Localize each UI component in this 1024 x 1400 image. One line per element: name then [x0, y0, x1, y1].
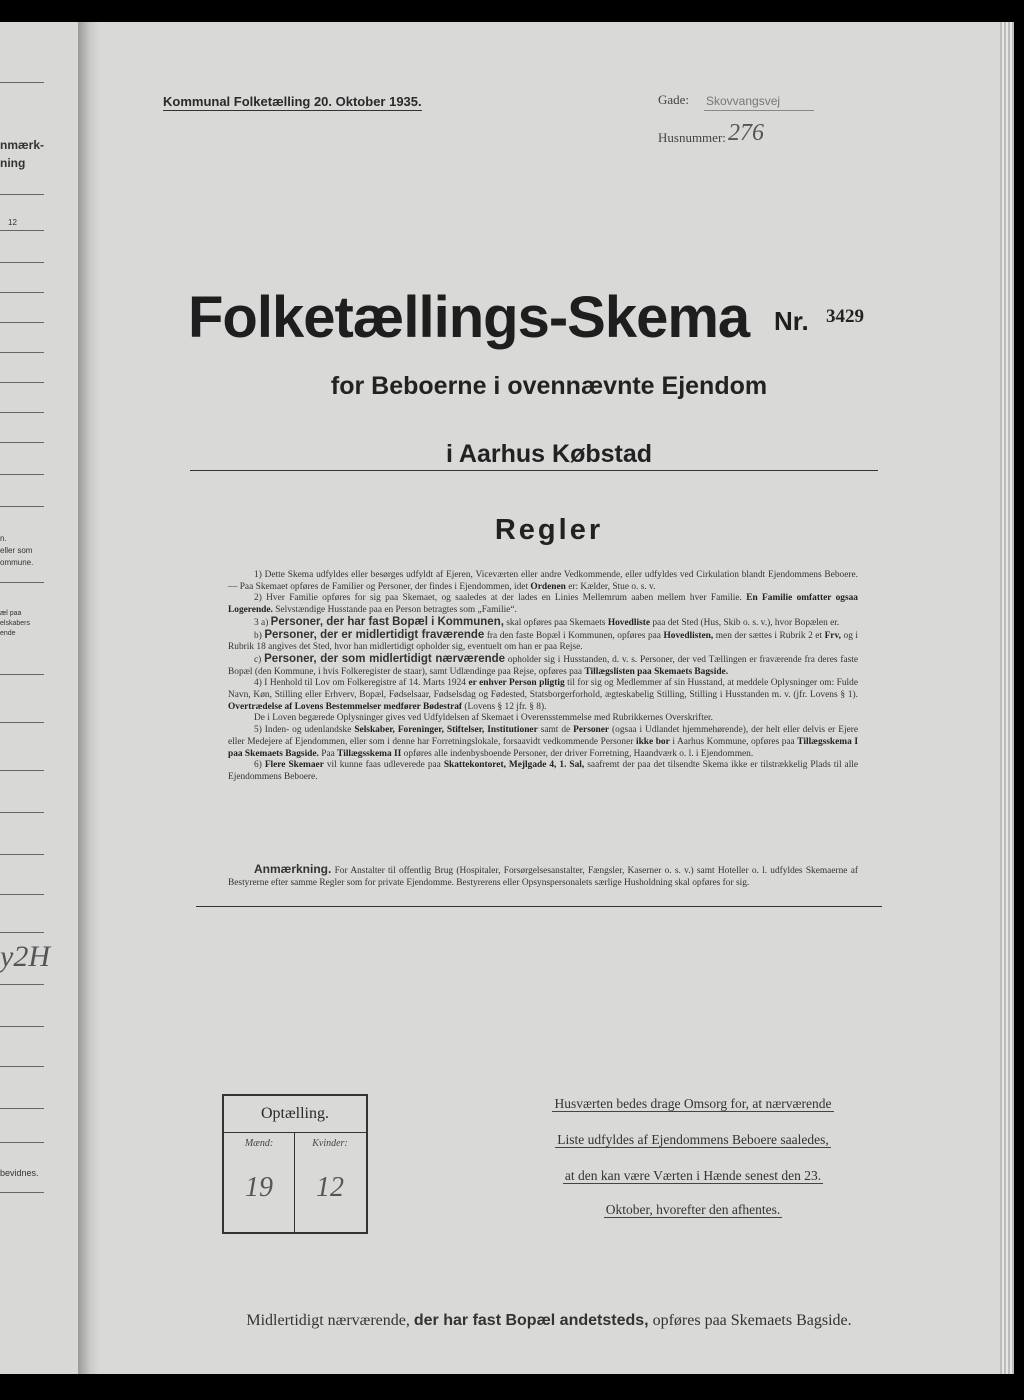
- margin-line: [0, 770, 44, 771]
- rule-3c: c) Personer, der som midlertidigt nærværende opholder sig i Husstanden, d. v. s. Personer, der ved Tællingen er fraværende fra deres faste Bopæl (den Kommune, i hvis Folkeregister de staar), samt Udlændinge paa Rejse, opføres paa Tillægslisten paa Skemaets Bagside.: [228, 652, 859, 677]
- margin-line: [0, 1142, 44, 1143]
- margin-line: [0, 722, 44, 723]
- annotation-label: Anmærkning.: [254, 862, 332, 876]
- house-number-label: Husnummer:: [658, 130, 726, 145]
- margin-fragment: ning: [0, 156, 26, 170]
- margin-line: [0, 1066, 44, 1067]
- rule-1: 1) Dette Skema udfyldes eller besørges udfyldt af Ejeren, Viceværten eller andre Vedkommende, eller udfyldes ved Cirkulation blandt Ejendommens Beboere. — Paa Skemaet opføres de Familier og Personer, der findes i Ejendommen, idet Ordenen er: Kælder, Stue o. s. v.: [228, 570, 858, 592]
- margin-line: [0, 262, 44, 263]
- margin-fragment: eller som: [0, 546, 33, 555]
- margin-line: [0, 230, 44, 231]
- notice-line-2: Liste udfyldes af Ejendommens Beboere saaledes,: [557, 1132, 829, 1147]
- margin-line: [0, 352, 44, 353]
- street-value: Skovvangsvej: [706, 94, 781, 108]
- margin-line: [0, 582, 44, 583]
- margin-line: [0, 1192, 44, 1193]
- margin-line: [0, 932, 44, 933]
- rule-2: 2) Hver Familie opføres for sig paa Skemaet, og saaledes at der lades en Linies Mellemrum aaben mellem hver Familie. En Familie omfatter ogsaa Logerende. Selvstændige Husstande paa en Person betragtes som „Familie“.: [228, 593, 858, 616]
- margin-handwriting: y2H: [0, 940, 50, 973]
- count-box: [222, 1094, 368, 1234]
- annotation-block: [228, 864, 858, 889]
- rules-text: [228, 570, 858, 784]
- rule-3a: 3 a) Personer, der har fast Bopæl i Kommunen, skal opføres paa Skemaets Hovedliste paa det Sted (Hus, Skib o. s. v.), hvor Bopælen er.: [254, 615, 840, 628]
- margin-line: [0, 506, 44, 507]
- margin-line: [0, 382, 44, 383]
- margin-fragment: elskabers: [0, 620, 30, 627]
- census-form-page: [98, 22, 1000, 1374]
- footer-note: Midlertidigt nærværende, der har fast Bopæl andetsteds, opføres paa Skemaets Bagside.: [246, 1312, 852, 1329]
- notice-line-3: at den kan være Værten i Hænde senest den 23.: [564, 1168, 822, 1183]
- margin-fragment: ommune.: [0, 558, 34, 567]
- margin-line: [0, 894, 44, 895]
- rule-3b: b) Personer, der er midlertidigt fraværende fra den faste Bopæl i Kommunen, opføres paa Hovedlisten, men der sættes i Rubrik 2 et Frv, og i Rubrik 18 angives det Sted, hvor han midlertidigt opholder sig, eventuelt om han er paa Rejse.: [228, 628, 859, 653]
- form-subtitle-2: i Aarhus Købstad: [445, 440, 653, 468]
- rule-4: 4) I Henhold til Lov om Folkeregistre af 14. Marts 1924 er enhver Person pligtig til for sig og Medlemmer af sin Husstand, at meddele Oplysninger om: Fulde Navn, Køn, Stilling eller Erhverv, Bopæl, Fødselsaar, Fødselsdag og Fødested, Statsborgerforhold, ægteskabelig Stilling, Stilling i Husstanden m. v. (jfr. Lovens § 1). Overtrædelse af Lovens Bestemmelser medfører Bødestraf (Lovens § 12 jfr. § 8).: [228, 678, 859, 712]
- margin-line: [0, 82, 44, 83]
- margin-line: [0, 322, 44, 323]
- margin-line: [0, 854, 44, 855]
- census-header-line: Kommunal Folketælling 20. Oktober 1935.: [163, 94, 422, 109]
- men-label: Mænd:: [244, 1138, 274, 1149]
- margin-line: [0, 474, 44, 475]
- margin-line: [0, 194, 44, 195]
- rule-5: 5) Inden- og udenlandske Selskaber, Foreninger, Stiftelser, Institutioner samt de Personer (ogsaa i Udlandet hjemmehørende), der helt eller delvis er Ejere eller Medejere af Ejendommen, eller som i denne har Forretningslokale, forsaavidt vedkommende Personer ikke bor i Aarhus Kommune, opføres paa Tillægsskema I paa Skemaets Bagside. Paa Tillægsskema II opføres alle indenbysboende Personer, der driver Forretning, Haandværk o. l. i Ejendommen.: [228, 725, 859, 759]
- book-gutter: [78, 22, 98, 1374]
- men-count: 19: [245, 1172, 273, 1203]
- women-label: Kvinder:: [312, 1138, 348, 1149]
- rule-4-note: De i Loven begærede Oplysninger gives ved Udfyldelsen af Skemaet i Overensstemmelse med Rubrikkernes Overskrifter.: [254, 713, 713, 724]
- house-number-value: 276: [728, 120, 764, 146]
- margin-fragment: n.: [0, 534, 7, 543]
- notice-line-1: Husværten bedes drage Omsorg for, at nærværende: [554, 1096, 832, 1111]
- margin-line: [0, 1108, 44, 1109]
- annotation-text: Anmærkning. For Anstalter til offentlig Brug (Hospitaler, Forsørgelsesanstalter, Fængsler, Kaserner o. s. v.) samt Hoteller o. l. udfyldes Skemaerne af Bestyrerne efter samme Regler som for private Ejendomme. Bestyrerens eller Opsynspersonalets særlige Husholdning skal opføres for sig.: [228, 862, 859, 888]
- margin-line: [0, 442, 44, 443]
- margin-fragment: 12: [8, 218, 17, 227]
- margin-fragment: æl paa: [0, 610, 22, 617]
- left-facing-page: [0, 22, 78, 1374]
- margin-line: [0, 984, 44, 985]
- form-number-label: Nr.: [774, 306, 809, 336]
- margin-line: [0, 1026, 44, 1027]
- notice-line-4: Oktober, hvorefter den afhentes.: [605, 1202, 781, 1217]
- margin-line: [0, 812, 44, 813]
- street-label: Gade:: [658, 92, 690, 107]
- divider-top: [190, 470, 878, 471]
- margin-line: [0, 412, 44, 413]
- street-underline: [704, 110, 814, 111]
- form-title: Folketællings-Skema: [188, 285, 750, 350]
- divider-bottom: [196, 906, 882, 907]
- count-box-title: Optælling.: [224, 1096, 366, 1133]
- rule-6: 6) Flere Skemaer vil kunne faas udleverede paa Skattekontoret, Mejlgade 4, 1. Sal, saafremt der paa det tilsendte Skema ikke er tilstrækkelig Plads til alle Ejendommens Beboere.: [228, 760, 859, 782]
- margin-fragment: nmærk-: [0, 138, 45, 152]
- women-count: 12: [316, 1172, 344, 1203]
- margin-fragment: ende: [0, 630, 16, 637]
- form-subtitle-1: for Beboerne i ovennævnte Ejendom: [330, 372, 768, 400]
- margin-line: [0, 674, 44, 675]
- form-number-value: 3429: [826, 306, 864, 327]
- margin-line: [0, 292, 44, 293]
- margin-fragment: bevidnes.: [0, 1168, 39, 1178]
- rules-heading: Regler: [494, 514, 604, 546]
- page-stack-edge: [1000, 22, 1014, 1374]
